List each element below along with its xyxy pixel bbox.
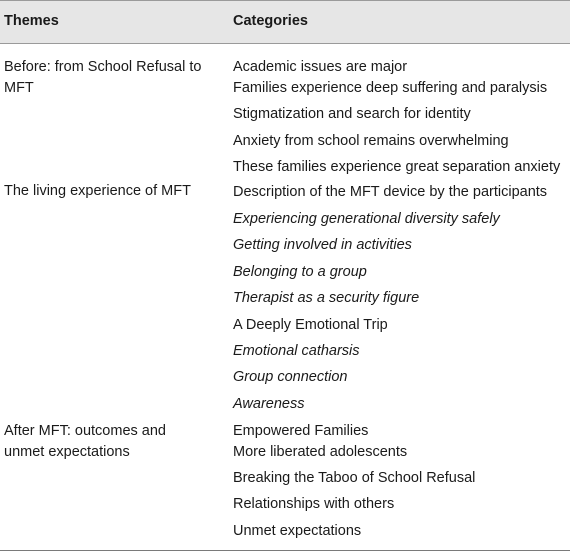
category-cell: Unmet expectations	[233, 523, 362, 539]
theme-cell: Before: from School Refusal to MFT	[4, 59, 202, 96]
category-cell: A Deeply Emotional Trip	[233, 317, 388, 333]
category-cell: Relationships with others	[233, 496, 395, 512]
category-cell: Families experience deep suffering and paralysis	[233, 80, 548, 96]
category-cell: Belonging to a group	[233, 264, 367, 280]
column-header-themes: Themes	[4, 13, 59, 29]
category-cell: Academic issues are major	[233, 59, 408, 75]
category-cell: Stigmatization and search for identity	[233, 106, 471, 122]
header-rule	[0, 43, 570, 44]
category-cell: Emotional catharsis	[233, 343, 360, 359]
column-header-categories: Categories	[233, 13, 308, 29]
theme-cell: The living experience of MFT	[4, 183, 191, 199]
category-cell: Description of the MFT device by the participants	[233, 184, 548, 200]
category-cell: Anxiety from school remains overwhelming	[233, 133, 509, 149]
category-cell: Getting involved in activities	[233, 237, 412, 253]
category-cell: Empowered Families	[233, 423, 369, 439]
category-cell: Therapist as a security figure	[233, 290, 420, 306]
category-cell: Group connection	[233, 369, 348, 385]
bottom-rule	[0, 550, 570, 551]
category-cell: More liberated adolescents	[233, 444, 408, 460]
top-rule	[0, 0, 570, 1]
theme-cell: After MFT: outcomes and unmet expectations	[4, 423, 166, 460]
category-cell: Breaking the Taboo of School Refusal	[233, 470, 476, 486]
category-cell: Awareness	[233, 396, 305, 412]
category-cell: Experiencing generational diversity safely	[233, 211, 500, 227]
category-cell: These families experience great separation anxiety	[233, 159, 561, 175]
